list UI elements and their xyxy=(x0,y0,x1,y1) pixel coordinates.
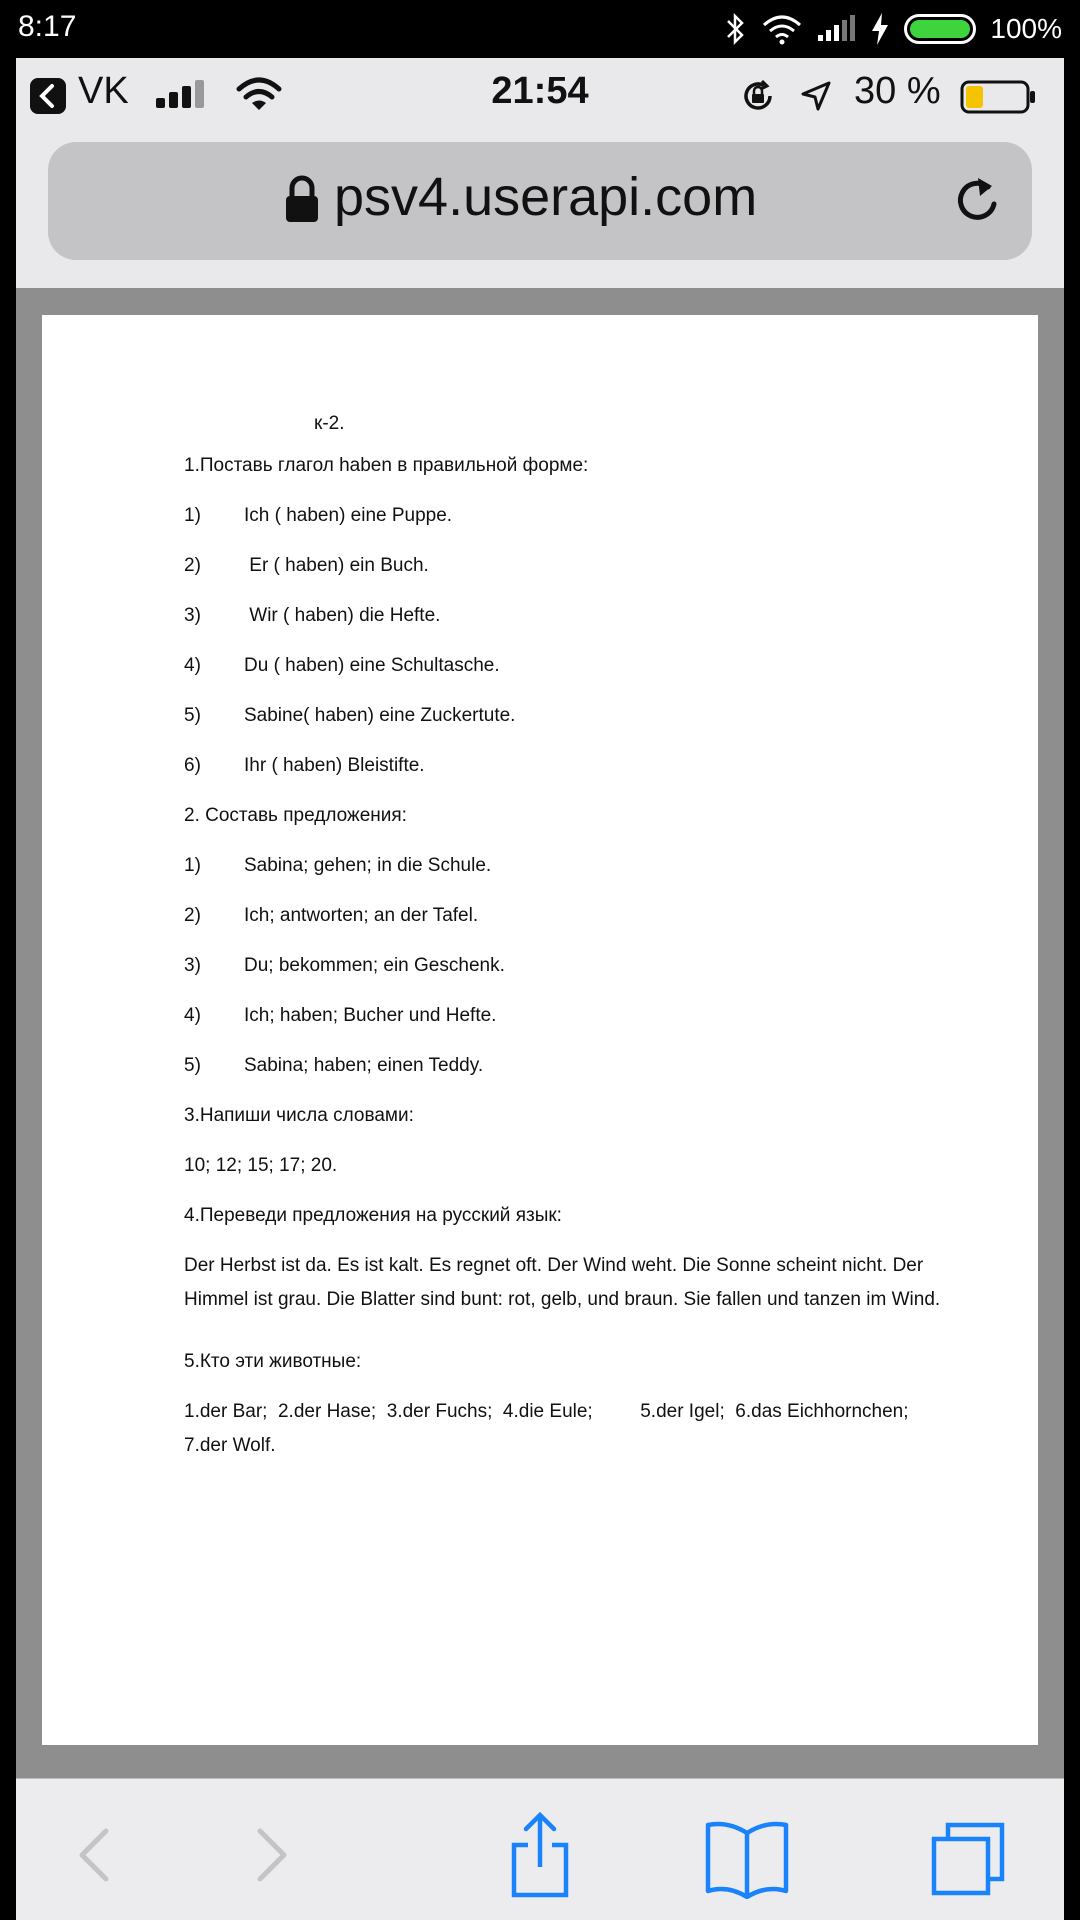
bookmarks-icon xyxy=(702,1809,792,1899)
item-text: Ich; haben; Bucher und Hefte. xyxy=(244,1005,497,1026)
share-button[interactable] xyxy=(500,1809,580,1899)
tabs-icon xyxy=(928,1809,1008,1899)
item-number: 3) xyxy=(184,605,201,626)
back-icon xyxy=(56,1809,136,1899)
tabs-button[interactable] xyxy=(928,1809,1008,1899)
task5-text: 1.der Bar; 2.der Hase; 3.der Fuchs; 4.die Eule; 5.der Igel; 6.das Eichhornchen; 7.der Wolf. xyxy=(184,1401,914,1456)
lock-icon xyxy=(282,174,322,224)
task2-item xyxy=(184,1055,483,1077)
task4-text: Der Herbst ist da. Es ist kalt. Es regnet oft. Der Wind weht. Die Sonne scheint nicht. Der Himmel ist grau. Die Blatter sind bunt: rot, gelb, und braun. Sie fallen und tanzen im Wind. xyxy=(184,1255,941,1310)
task1-item xyxy=(184,705,515,727)
item-number: 4) xyxy=(184,655,201,676)
ios-clock: 21:54 xyxy=(491,70,589,112)
cell-signal-icon xyxy=(816,15,856,43)
item-number: 2) xyxy=(184,555,201,576)
item-text: Sabina; gehen; in die Schule. xyxy=(244,855,492,876)
address-url[interactable]: psv4.userapi.com xyxy=(334,167,758,227)
task4-heading: 4.Переведи предложения на русский язык: xyxy=(184,1205,562,1226)
forward-button[interactable] xyxy=(230,1809,310,1899)
charging-icon xyxy=(870,13,890,45)
item-number: 1) xyxy=(184,505,201,526)
item-text: Du; bekommen; ein Geschenk. xyxy=(244,955,505,976)
android-battery-percent: 100% xyxy=(990,13,1062,44)
bluetooth-icon xyxy=(724,12,748,46)
item-number: 4) xyxy=(184,1005,201,1026)
back-to-app-label[interactable]: VK xyxy=(78,70,129,112)
battery-icon xyxy=(904,14,976,44)
item-number: 1) xyxy=(184,855,201,876)
item-text: Ich; antworten; an der Tafel. xyxy=(244,905,479,926)
task2-item xyxy=(184,1005,496,1027)
task1-item xyxy=(184,655,500,677)
item-text: Ihr ( haben) Bleistifte. xyxy=(244,755,425,776)
task1-item xyxy=(184,555,429,577)
document-page xyxy=(42,315,1038,1745)
cell-signal-icon xyxy=(156,80,212,110)
task1-heading: 1.Поставь глагол haben в правильной форме: xyxy=(184,455,589,476)
item-number: 5) xyxy=(184,1055,201,1076)
document-code: к-2. xyxy=(314,413,345,434)
battery-level xyxy=(910,20,970,38)
ios-status-bar xyxy=(16,58,1064,128)
item-text: Er ( haben) ein Buch. xyxy=(244,555,429,576)
item-text: Sabina; haben; einen Teddy. xyxy=(244,1055,484,1076)
task3-heading: 3.Напиши числа словами: xyxy=(184,1105,414,1126)
item-number: 6) xyxy=(184,755,201,776)
android-clock: 8:17 xyxy=(18,10,77,43)
ios-battery-percent: 30 % xyxy=(854,70,941,112)
wifi-icon xyxy=(762,13,802,45)
rotation-lock-icon xyxy=(740,78,776,114)
android-status-icons xyxy=(724,8,1062,50)
phone-screenshot xyxy=(16,58,1064,1920)
share-icon xyxy=(500,1809,580,1899)
battery-icon xyxy=(960,80,1038,114)
reload-icon[interactable] xyxy=(948,170,1008,230)
task2-heading: 2. Составь предложения: xyxy=(184,805,407,826)
task1-item xyxy=(184,755,425,777)
task2-item xyxy=(184,855,491,877)
address-bar[interactable] xyxy=(48,142,1032,260)
task2-item xyxy=(184,955,505,977)
location-icon xyxy=(800,80,832,112)
task1-item xyxy=(184,605,440,627)
task2-item xyxy=(184,905,478,927)
item-text: Ich ( haben) eine Puppe. xyxy=(244,505,453,526)
item-number: 5) xyxy=(184,705,201,726)
wifi-icon xyxy=(236,76,282,112)
forward-icon xyxy=(230,1809,310,1899)
task3-text: 10; 12; 15; 17; 20. xyxy=(184,1155,338,1176)
item-number: 2) xyxy=(184,905,201,926)
item-number: 3) xyxy=(184,955,201,976)
browser-address-area xyxy=(16,128,1064,288)
task5-heading: 5.Кто эти животные: xyxy=(184,1351,362,1372)
task1-item xyxy=(184,505,452,527)
back-button[interactable] xyxy=(56,1809,136,1899)
android-status-bar xyxy=(0,0,1080,58)
back-to-app-icon[interactable] xyxy=(30,78,66,114)
item-text: Wir ( haben) die Hefte. xyxy=(244,605,441,626)
item-text: Du ( haben) eine Schultasche. xyxy=(244,655,500,676)
bookmarks-button[interactable] xyxy=(702,1809,792,1899)
item-text: Sabine( haben) eine Zuckertute. xyxy=(244,705,516,726)
browser-toolbar xyxy=(16,1778,1064,1920)
